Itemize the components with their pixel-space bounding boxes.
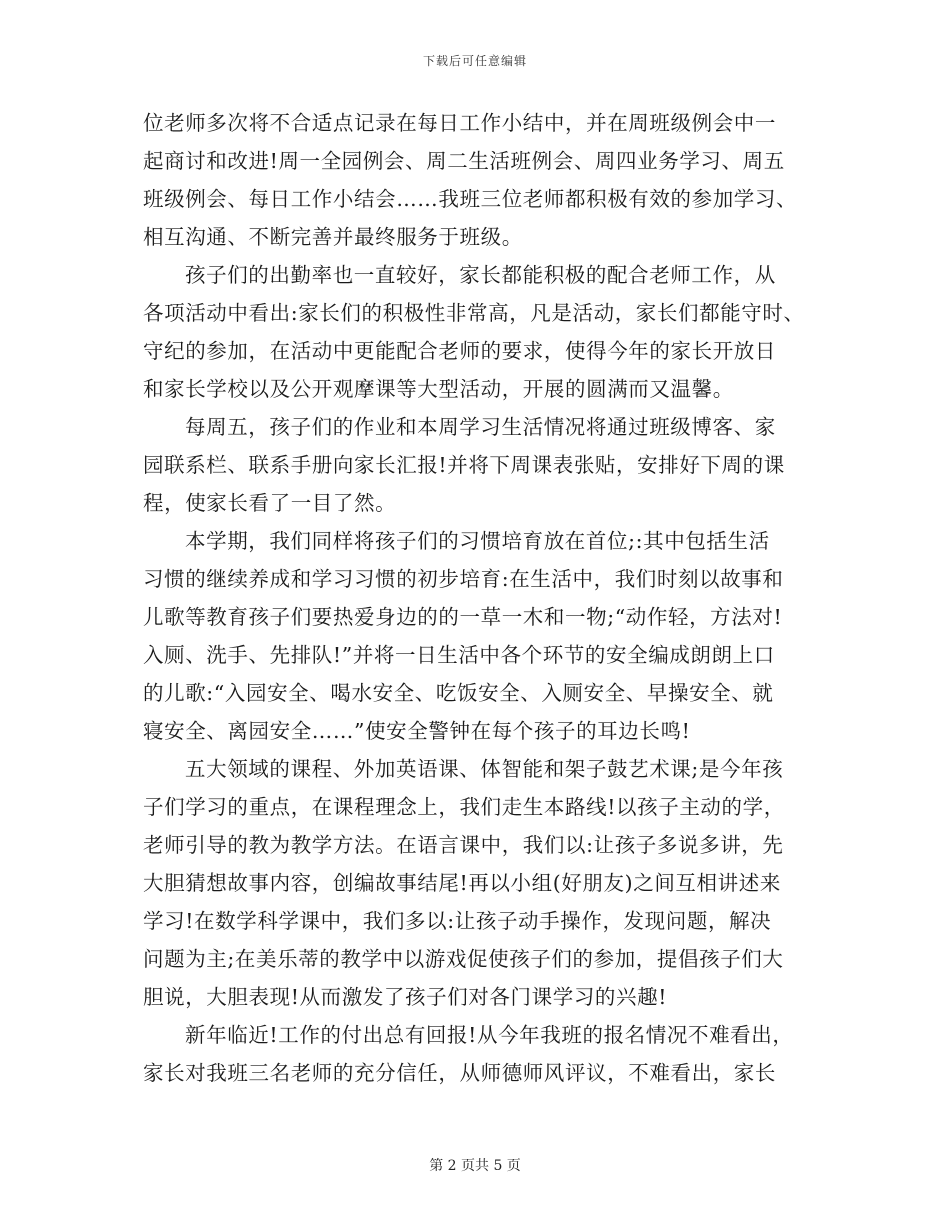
page-header: 下载后可任意编辑 — [422, 54, 527, 68]
text-line: 各项活动中看出:家长们的积极性非常高，凡是活动，家长们都能守时、 — [143, 301, 805, 325]
text-line: 守纪的参加，在活动中更能配合老师的要求，使得今年的家长开放日 — [143, 339, 776, 363]
text-line: 园联系栏、联系手册向家长汇报!并将下周课表张贴，安排好下周的课 — [143, 453, 785, 477]
text-line: 儿歌等教育孩子们要热爱身边的的一草一木和一物;“动作轻，方法对! — [143, 605, 783, 629]
page-number-footer: 第 2 页共 5 页 — [429, 1158, 521, 1174]
text-line: 学习!在数学科学课中，我们多以:让孩子动手操作，发现问题，解决 — [143, 909, 772, 933]
text-line: 入厕、洗手、先排队!”并将一日生活中各个环节的安全编成朗朗上口 — [143, 643, 775, 667]
text-line: 程，使家长看了一目了然。 — [143, 491, 397, 515]
text-line: 起商讨和改进!周一全园例会、周二生活班例会、周四业务学习、周五 — [143, 149, 785, 173]
paragraph-first-line: 五大领域的课程、外加英语课、体智能和架子鼓艺术课;是今年孩 — [185, 757, 784, 781]
paragraph-first-line: 新年临近!工作的付出总有回报!从今年我班的报名情况不难看出， — [185, 1023, 794, 1047]
paragraph-first-line: 每周五，孩子们的作业和本周学习生活情况将通过班级博客、家 — [185, 415, 776, 439]
text-line: 家长对我班三名老师的充分信任，从师德师风评议，不难看出，家长 — [143, 1061, 776, 1085]
paragraph-first-line: 孩子们的出勤率也一直较好，家长都能积极的配合老师工作，从 — [185, 263, 776, 287]
text-line: 相互沟通、不断完善并最终服务于班级。 — [143, 225, 523, 249]
text-line: 班级例会、每日工作小结会……我班三位老师都积极有效的参加学习、 — [143, 187, 798, 211]
text-line: 问题为主;在美乐蒂的教学中以游戏促使孩子们的参加，提倡孩子们大 — [143, 947, 784, 971]
text-line: 胆说，大胆表现!从而激发了孩子们对各门课学习的兴趣! — [143, 985, 668, 1009]
text-line: 和家长学校以及公开观摩课等大型活动，开展的圆满而又温馨。 — [143, 377, 734, 401]
text-line: 的儿歌:“入园安全、喝水安全、吃饭安全、入厕安全、早操安全、就 — [143, 681, 774, 705]
text-line: 位老师多次将不合适点记录在每日工作小结中，并在周班级例会中一 — [143, 111, 776, 135]
text-line: 寝安全、离园安全……”使安全警钟在每个孩子的耳边长鸣! — [143, 719, 691, 743]
document-body — [143, 104, 813, 1092]
paragraph-first-line: 本学期，我们同样将孩子们的习惯培育放在首位;:其中包括生活 — [185, 529, 770, 553]
text-line: 子们学习的重点，在课程理念上，我们走生本路线!以孩子主动的学， — [143, 795, 785, 819]
text-line: 大胆猜想故事内容，创编故事结尾!再以小组(好朋友)之间互相讲述来 — [143, 871, 781, 895]
text-line: 老师引导的教为教学方法。在语言课中，我们以:让孩子多说多讲，先 — [143, 833, 784, 857]
text-line: 习惯的继续养成和学习习惯的初步培育:在生活中，我们时刻以故事和 — [143, 567, 784, 591]
